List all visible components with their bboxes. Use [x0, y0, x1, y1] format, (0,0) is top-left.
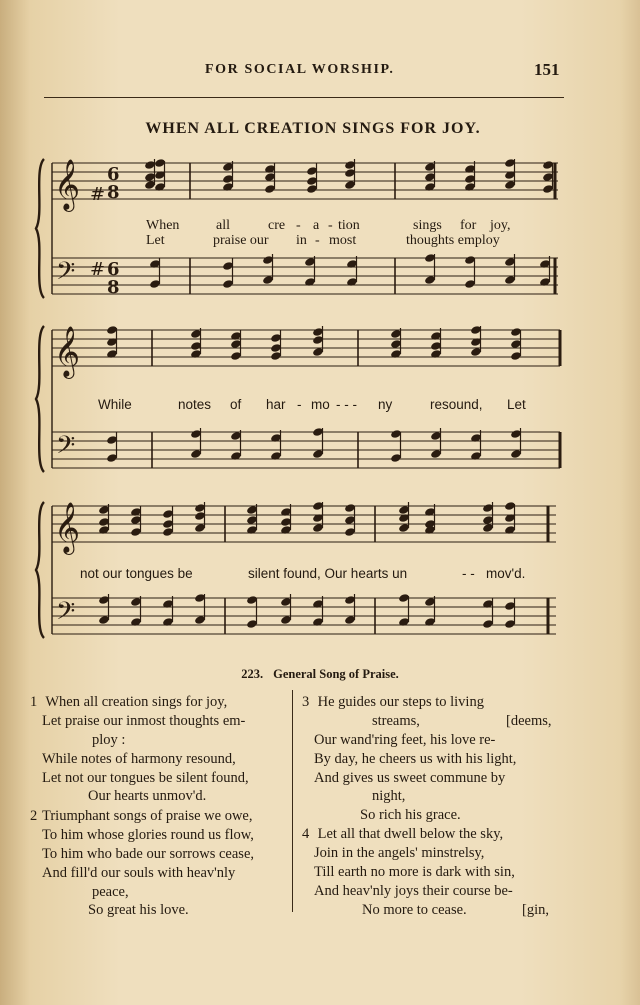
- page-number: 151: [534, 60, 560, 79]
- verse-number: 1: [30, 694, 38, 710]
- verse-line: Our wand'ring feet, his love re-: [314, 731, 496, 748]
- lyric-word: not our tongues be: [80, 566, 193, 581]
- verse-line: And heav'nly joys their course be-: [314, 882, 513, 899]
- lyric-word: ny: [378, 397, 393, 412]
- system-brace: [36, 326, 44, 472]
- verse-line: And gives us sweet commune by: [314, 769, 506, 786]
- lyric-word: -: [328, 218, 333, 233]
- lyric-word: a: [313, 218, 320, 233]
- verse-line: Our hearts unmov'd.: [88, 788, 207, 805]
- lyric-word: in: [296, 233, 307, 248]
- running-head: FOR SOCIAL WORSHIP.: [205, 62, 395, 77]
- verse-1: [30, 693, 249, 806]
- lyric-word: thoughts employ: [406, 233, 500, 248]
- lyric-word: -: [315, 233, 320, 248]
- lyric-word: praise our: [213, 233, 269, 248]
- lyric-word: for: [460, 218, 477, 233]
- treble-clef: 𝄞: [54, 159, 81, 210]
- lyric-word: resound,: [430, 397, 483, 412]
- lyric-word: tion: [338, 218, 360, 233]
- verse-number: 2: [30, 808, 38, 824]
- lyric-word: When: [146, 218, 180, 233]
- verse-3: [302, 693, 560, 825]
- verse-2: [30, 807, 254, 920]
- verse-line: ploy :: [92, 731, 126, 748]
- lyric-word: of: [230, 397, 242, 412]
- verse-line: By day, he cheers us with his light,: [314, 750, 517, 767]
- verse-line: So great his love.: [88, 902, 189, 919]
- verse-line: Till earth no more is dark with sin,: [314, 863, 515, 880]
- lyric-word: Let: [507, 397, 526, 412]
- verse-line: To him who bade our sorrows cease,: [42, 845, 254, 862]
- lyric-word: all: [216, 218, 230, 233]
- verse-line: Triumphant songs of praise we owe,: [42, 808, 253, 824]
- time-signature-digit: 8: [107, 182, 120, 203]
- verse-number: 4: [302, 826, 310, 842]
- lyric-word: silent found, Our hearts un: [248, 566, 408, 581]
- verse-line: He guides our steps to living: [317, 694, 484, 710]
- lyric-word: - - -: [336, 397, 357, 412]
- verse-line: Let praise our inmost thoughts em-: [42, 712, 246, 729]
- verse-number: 3: [302, 694, 310, 710]
- verse-line: peace,: [92, 883, 129, 900]
- treble-clef: 𝄞: [54, 502, 81, 553]
- bass-clef: 𝄢: [56, 431, 76, 466]
- verse-line: Let not our tongues be silent found,: [42, 769, 249, 786]
- hymn-heading: [0, 667, 640, 682]
- hymn-title: General Song of Praise.: [273, 667, 399, 681]
- verse-line: To him whose glories round us flow,: [42, 826, 254, 843]
- lyric-word: sings: [413, 218, 442, 233]
- verse-line: streams,: [372, 712, 420, 729]
- verse-line: night,: [372, 788, 406, 805]
- time-signature-digit: 6: [107, 164, 120, 185]
- sharp-sign: #: [90, 184, 106, 205]
- hymn-number: 223.: [241, 667, 264, 681]
- column-rule: [292, 690, 293, 912]
- bass-clef: 𝄢: [56, 257, 76, 292]
- system-brace: [36, 502, 44, 638]
- verse-line: Join in the angels' minstrelsy,: [314, 844, 485, 861]
- verse-line: So rich his grace.: [360, 807, 461, 824]
- lyric-word: - -: [462, 566, 475, 581]
- verse-line: And fill'd our souls with heav'nly: [42, 864, 236, 881]
- lyric-word: mov'd.: [486, 566, 526, 581]
- lyric-word: cre: [268, 218, 286, 233]
- lyric-word: -: [296, 218, 301, 233]
- system-brace: [36, 159, 44, 298]
- lyric-word: most: [329, 233, 357, 248]
- verse-line: Let all that dwell below the sky,: [317, 826, 504, 842]
- lyric-word: joy,: [490, 218, 511, 233]
- verse-line: No more to cease.: [362, 901, 467, 918]
- verse-line: When all creation sings for joy,: [45, 694, 228, 710]
- lyric-word: While: [98, 397, 132, 412]
- verse-line: While notes of harmony resound,: [42, 750, 236, 767]
- verse-line: [deems,: [506, 712, 552, 729]
- tune-title-text: WHEN ALL CREATION SINGS FOR JOY.: [145, 120, 481, 137]
- treble-clef: 𝄞: [54, 326, 81, 377]
- lyric-word: har: [266, 397, 286, 412]
- verse-4: [302, 825, 560, 919]
- verse-line: [gin,: [522, 901, 549, 918]
- lyric-word: -: [297, 397, 302, 412]
- bass-clef: 𝄢: [56, 597, 76, 632]
- lyric-word: notes: [178, 397, 212, 412]
- time-signature-digit: 6: [107, 259, 120, 280]
- time-signature-digit: 8: [107, 277, 120, 298]
- lyric-word: mo: [311, 397, 330, 412]
- sharp-sign: #: [90, 259, 106, 280]
- lyric-word: Let: [146, 233, 165, 248]
